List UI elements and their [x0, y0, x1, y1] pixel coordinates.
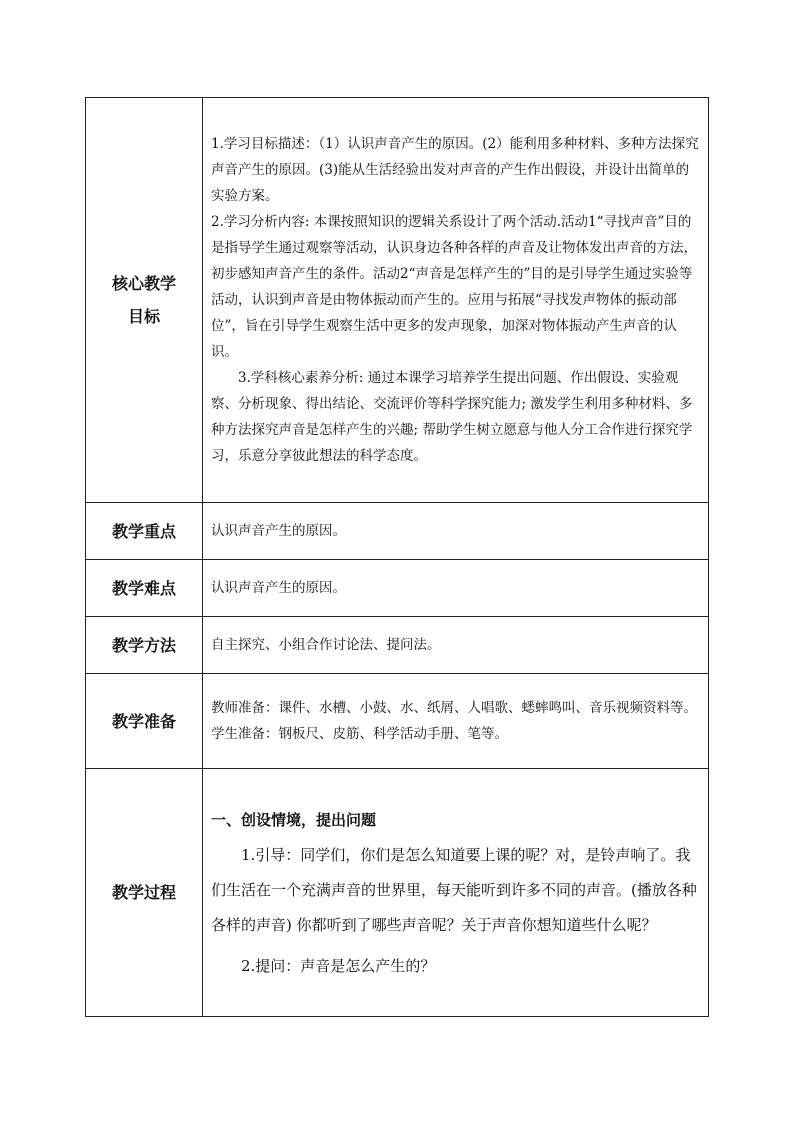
goals-learning-objectives: 1.学习目标描述：（1）认识声音产生的原因。(2）能利用多种材料、多种方法探究声音产生的原因。(3)能从生活经验出发对声音的产生作出假设，并设计出简单的实验方案。 [211, 136, 699, 204]
process-step-2: 2.提问：声音是怎么产生的？ [241, 957, 436, 975]
prep-student: 学生准备：钢板尺、皮筋、科学活动手册、笔等。 [211, 726, 508, 742]
row-difficulties [86, 560, 709, 617]
label-preparation: 教学准备 [86, 674, 203, 769]
goals-content-analysis: 2.学习分析内容: 本课按照知识的逻辑关系设计了两个活动.活动1“寻找声音”目的是指导学生通过观察等活动，认识身边各种各样的声音及让物体发出声音的方法，初步感知声音产生的条件。活动2“声音是怎样产生的”目的是引导学生通过实验等活动，认识到声音是由物体振动而产生的。应用与拓展“寻找发声物体的振动部位”，旨在引导学生观察生活中更多的发声现象，加深对物体振动产生声音的认识。 [211, 214, 697, 360]
prep-teacher: 教师准备：课件、水槽、小鼓、水、纸屑、人唱歌、蟋蟀鸣叫、音乐视频资料等。 [211, 700, 697, 716]
process-step-1: 1.引导：同学们，你们是怎么知道要上课的呢？对，是铃声响了。我们生活在一个充满声音的世界里，每天能听到许多不同的声音。(播放各种各样的声音) 你都听到了哪些声音呢？关于声音你想知道些什么呢？ [211, 846, 697, 934]
row-methods [86, 617, 709, 674]
label-difficulties: 教学难点 [86, 560, 203, 617]
label-process: 教学过程 [86, 769, 203, 1017]
content-difficulties: 认识声音产生的原因。 [203, 560, 709, 617]
row-process [86, 769, 709, 1017]
lesson-plan-table [85, 97, 709, 1017]
content-methods: 自主探究、小组合作讨论法、提问法。 [203, 617, 709, 674]
row-preparation [86, 674, 709, 769]
process-section-heading: 一、创设情境，提出问题 [211, 811, 377, 829]
label-core-goals-line2: 目标 [127, 307, 160, 326]
label-core-goals-line1: 核心教学 [111, 274, 176, 293]
label-key-points: 教学重点 [86, 503, 203, 560]
label-methods: 教学方法 [86, 617, 203, 674]
row-key-points [86, 503, 709, 560]
content-key-points: 认识声音产生的原因。 [203, 503, 709, 560]
goals-core-literacy: 3.学科核心素养分析: 通过本课学习培养学生提出问题、作出假设、实验观察、分析现象、得出结论、交流评价等科学探究能力; 激发学生利用多种材料、多种方法探究声音是怎样产生的兴趣; 帮助学生树立愿意与他人分工合作进行探究学习，乐意分享彼此想法的科学态度。 [211, 370, 693, 464]
content-core-goals [203, 98, 709, 503]
row-core-goals [86, 98, 709, 503]
content-preparation [203, 674, 709, 769]
label-core-goals [86, 98, 203, 503]
content-process [203, 769, 709, 1017]
